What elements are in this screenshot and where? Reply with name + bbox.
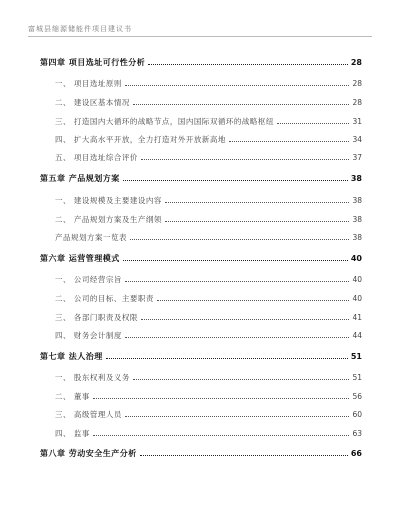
toc-section[interactable] (55, 272, 362, 284)
toc-page-number: 40 (352, 275, 362, 284)
toc-section[interactable] (55, 426, 362, 438)
toc-entry-label: 三、 高级管理人员 (55, 410, 122, 419)
toc-page-number: 38 (350, 174, 362, 183)
dot-leader (123, 180, 348, 181)
dot-leader (148, 64, 348, 65)
dot-leader (165, 221, 350, 222)
toc-page-number: 28 (350, 58, 362, 67)
toc-page-number: 56 (352, 392, 362, 401)
toc-page-number: 66 (350, 449, 362, 458)
toc-page-number: 41 (352, 313, 362, 322)
toc-page-number: 60 (352, 410, 362, 419)
toc-page-number: 34 (352, 135, 362, 144)
toc-page-number: 38 (352, 196, 362, 205)
dot-leader (125, 85, 350, 86)
dot-leader (157, 300, 350, 301)
toc-section[interactable] (55, 291, 362, 303)
toc-entry-label: 一、 公司经营宗旨 (55, 275, 122, 284)
toc-section[interactable] (55, 370, 362, 382)
toc-entry-label: 二、 建设区基本情况 (55, 98, 130, 107)
toc-section[interactable] (55, 310, 362, 322)
toc-chapter-7[interactable] (40, 349, 362, 361)
toc-page-number: 63 (352, 429, 362, 438)
toc-chapter-4[interactable] (40, 55, 362, 67)
toc-page-number: 37 (352, 153, 362, 162)
dot-leader (93, 435, 350, 436)
dot-leader (130, 239, 349, 240)
dot-leader (133, 104, 350, 105)
dot-leader (141, 159, 350, 160)
toc-entry-label: 第六章 运营管理模式 (40, 254, 120, 263)
toc-section[interactable] (55, 95, 362, 107)
toc-entry-label: 五、 项目选址综合评价 (55, 153, 138, 162)
dot-leader (165, 202, 350, 203)
toc-section[interactable] (55, 76, 362, 88)
dot-leader (125, 337, 350, 338)
dot-leader (106, 358, 348, 359)
toc-entry-label: 二、 董事 (55, 392, 90, 401)
toc-entry-label: 四、 财务会计制度 (55, 331, 122, 340)
toc-section[interactable] (55, 389, 362, 401)
toc-entry-label: 产品规划方案一览表 (55, 233, 127, 242)
toc-section[interactable] (55, 328, 362, 340)
toc-page-number: 31 (352, 117, 362, 126)
toc-entry-label: 二、 公司的目标、主要职责 (55, 294, 154, 303)
toc-section[interactable] (55, 150, 362, 162)
toc-entry-label: 第八章 劳动安全生产分析 (40, 449, 137, 458)
document-header: 富城县缩源储能件项目建议书 (28, 25, 132, 33)
toc-entry-label: 第四章 项目选址可行性分析 (40, 58, 146, 67)
toc-entry-label: 一、 股东权利及义务 (55, 373, 130, 382)
toc-page-number: 40 (350, 254, 362, 263)
toc-page-number: 28 (352, 98, 362, 107)
toc-page-number: 38 (352, 233, 362, 242)
toc-entry-label: 第七章 法人治理 (40, 352, 103, 361)
toc-entry-label: 三、 各部门职责及权限 (55, 313, 138, 322)
toc-chapter-8[interactable] (40, 446, 362, 458)
toc-section[interactable] (55, 407, 362, 419)
dot-leader (133, 379, 350, 380)
dot-leader (123, 260, 348, 261)
toc-page-number: 40 (352, 294, 362, 303)
toc-page-number: 28 (352, 79, 362, 88)
toc-entry-label: 一、 项目选址原则 (55, 79, 122, 88)
toc-page-number: 51 (350, 352, 362, 361)
toc-chapter-6[interactable] (40, 251, 362, 263)
toc-page-number: 51 (352, 373, 362, 382)
dot-leader (125, 281, 350, 282)
toc-section[interactable] (55, 230, 362, 242)
dot-leader (277, 123, 350, 124)
toc-entry-label: 四、 监事 (55, 429, 90, 438)
toc-section[interactable] (55, 193, 362, 205)
toc-entry-label: 一、 建设规模及主要建设内容 (55, 196, 162, 205)
dot-leader (93, 398, 350, 399)
dot-leader (229, 141, 350, 142)
toc-entry-label: 四、 扩大高水平开放，全力打造对外开放新高地 (55, 135, 226, 144)
toc-page-number: 44 (352, 331, 362, 340)
toc-section[interactable] (55, 212, 362, 224)
toc-section[interactable] (55, 114, 362, 126)
toc-section[interactable] (55, 132, 362, 144)
dot-leader (140, 455, 348, 456)
dot-leader (125, 416, 350, 417)
toc-entry-label: 第五章 产品规划方案 (40, 174, 120, 183)
toc-chapter-5[interactable] (40, 171, 362, 183)
toc-page-number: 38 (352, 215, 362, 224)
dot-leader (141, 319, 350, 320)
toc-entry-label: 三、 打造国内大循环的战略节点，国内国际双循环的战略枢纽 (55, 117, 274, 126)
toc-entry-label: 二、 产品规划方案及生产纲领 (55, 215, 162, 224)
